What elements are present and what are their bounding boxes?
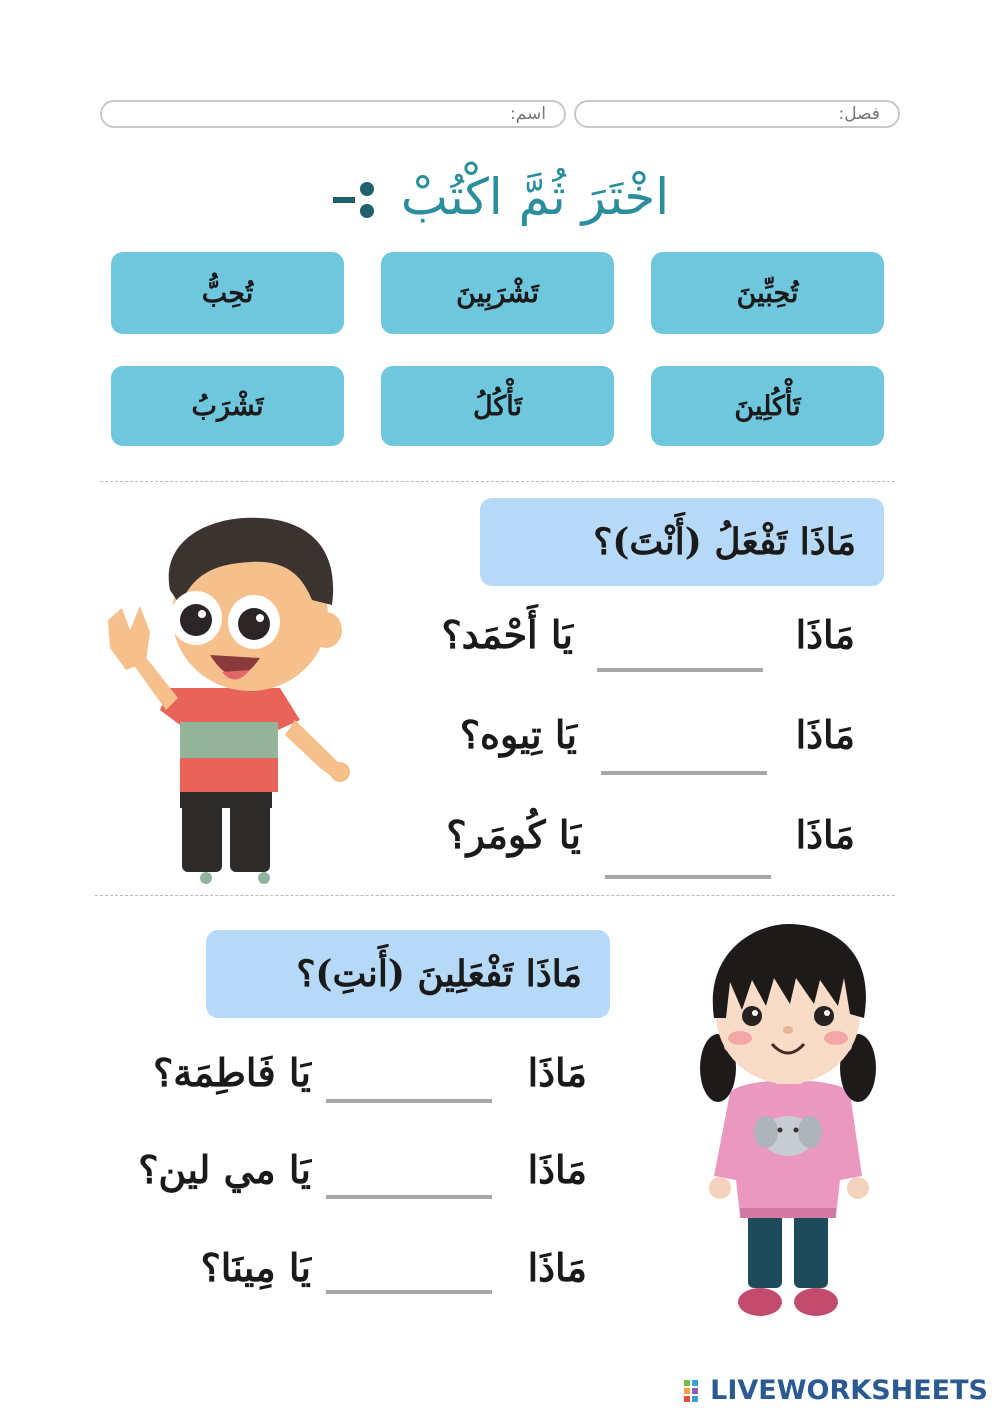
worksheet-title [220, 168, 780, 238]
section-divider [100, 481, 895, 482]
answer-blank[interactable] [326, 1099, 492, 1103]
girl-illustration [690, 918, 890, 1328]
line-start-word: مَاذَا [795, 712, 855, 757]
answer-blank[interactable] [601, 771, 767, 775]
title-text: اخْتَرَ ثُمَّ اكْتُبْ [400, 168, 670, 226]
choice-chip-4[interactable]: تَأْكُلِينَ [651, 366, 884, 446]
answer-blank[interactable] [326, 1290, 492, 1294]
choice-chip-2[interactable]: تَشْرَبِينَ [381, 252, 614, 334]
question-box-girl: مَاذَا تَفْعَلِينَ (أَنتِ)؟ [206, 930, 610, 1018]
line-start-word: مَاذَا [527, 1147, 587, 1192]
line-end-word: يَا فَاطِمَة؟ [153, 1050, 311, 1095]
colon-dash-icon [331, 179, 379, 223]
line-start-word: مَاذَا [795, 812, 855, 857]
class-label: فصل: [838, 104, 880, 124]
answer-blank[interactable] [326, 1195, 492, 1199]
question-box-boy: مَاذَا تَفْعَلُ (أَنْتَ)؟ [480, 498, 884, 586]
line-start-word: مَاذَا [795, 612, 855, 657]
boy-illustration [100, 510, 360, 890]
choice-chip-1[interactable]: تُحِبِّينَ [651, 252, 884, 334]
name-label: اسم: [509, 104, 546, 124]
section-divider [95, 895, 895, 896]
line-end-word: يَا تِيوه؟ [459, 712, 577, 757]
liveworksheets-logo: LIVEWORKSHEETS [684, 1375, 988, 1406]
answer-blank[interactable] [605, 875, 771, 879]
choice-chip-5[interactable]: تَأْكُلُ [381, 366, 614, 446]
logo-grid-icon [684, 1380, 708, 1402]
answer-blank[interactable] [597, 668, 763, 672]
class-field[interactable] [574, 100, 900, 128]
name-field[interactable] [100, 100, 566, 128]
line-end-word: يَا مي لين؟ [138, 1147, 311, 1192]
line-start-word: مَاذَا [527, 1245, 587, 1290]
choice-chip-3[interactable]: تُحِبُّ [111, 252, 344, 334]
line-start-word: مَاذَا [527, 1050, 587, 1095]
choice-chip-6[interactable]: تَشْرَبُ [111, 366, 344, 446]
line-end-word: يَا مِينَا؟ [200, 1245, 311, 1290]
line-end-word: يَا أَحْمَد؟ [441, 612, 573, 657]
line-end-word: يَا كُومَر؟ [446, 812, 581, 857]
